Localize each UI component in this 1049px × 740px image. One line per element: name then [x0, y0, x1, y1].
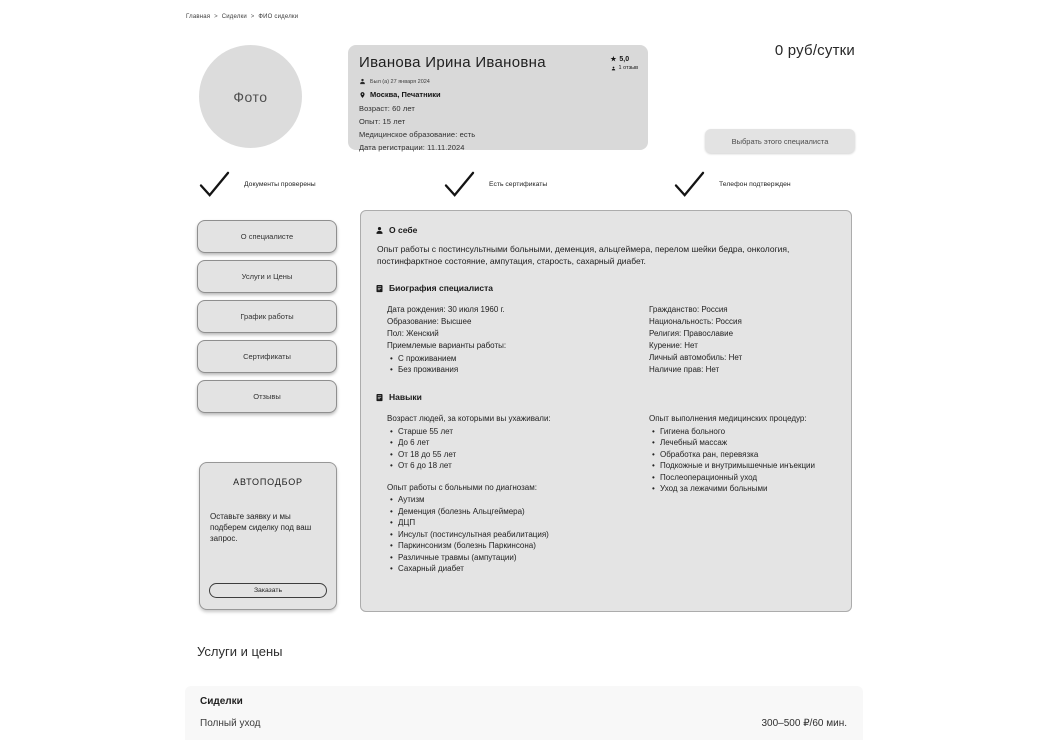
skills-procedures-label: Опыт выполнения медицинских процедур: [649, 414, 807, 423]
rating-value: 5,0 [619, 55, 630, 63]
reviews-count: 1 отзыв [618, 65, 638, 71]
location-pin-icon [359, 91, 366, 99]
nav-about-specialist[interactable]: О специалисте [197, 220, 337, 253]
about-section-header [375, 225, 837, 235]
list-item: • Паркинсонизм (болезнь Паркинсона) [387, 540, 577, 552]
skills-title: Навыки [389, 392, 422, 402]
about-panel [360, 210, 852, 612]
auto-match-card [199, 462, 337, 610]
skills-columns [375, 413, 837, 575]
last-seen-row [359, 78, 637, 85]
list-item: • Аутизм [387, 494, 577, 506]
nav-certificates[interactable]: Сертификаты [197, 340, 337, 373]
breadcrumb-home[interactable]: Главная [186, 14, 211, 20]
breadcrumb-caregivers[interactable]: Сиделки [221, 14, 247, 20]
list-item: • Различные травмы (ампутации) [387, 552, 577, 564]
auto-match-title: АВТОПОДБОР [233, 477, 303, 487]
list-item: • Деменция (болезнь Альцгеймера) [387, 506, 577, 518]
list-item: • Сахарный диабет [387, 563, 577, 575]
service-row [200, 718, 847, 729]
checkmark-icon [443, 170, 476, 199]
bio-work-options-label: Приемлемые варианты работы: [387, 341, 507, 350]
profile-header-card [348, 45, 648, 150]
biography-columns [375, 304, 837, 376]
list-item: • Старше 55 лет [387, 426, 577, 438]
badge-documents-verified [198, 168, 316, 200]
nav-reviews[interactable]: Отзывы [197, 380, 337, 413]
select-specialist-button[interactable]: Выбрать этого специалиста [705, 129, 855, 153]
biography-right-column [649, 304, 837, 376]
photo-label: Фото [233, 88, 268, 105]
breadcrumb-current: ФИО сиделки [258, 14, 299, 20]
services-heading: Услуги и цены [197, 644, 283, 659]
location-row [359, 90, 637, 99]
rating-block [611, 55, 638, 71]
list-item: • С проживанием [387, 353, 577, 365]
bio-religion: Религия: Православие [649, 329, 734, 338]
document-icon [375, 284, 384, 293]
skills-right-column [649, 413, 837, 575]
last-seen-text: Был (а) 27 января 2024 [370, 78, 430, 85]
person-icon [359, 78, 366, 85]
list-item: • Без проживания [387, 364, 577, 376]
nav-services-prices[interactable]: Услуги и Цены [197, 260, 337, 293]
services-category: Сиделки [200, 696, 243, 707]
badge-label: Документы проверены [244, 180, 316, 188]
auto-match-text: Оставьте заявку и мы подберем сиделку под ваш запрос. [210, 512, 312, 543]
breadcrumb-separator: > [250, 14, 255, 20]
skills-ages-list [387, 426, 597, 472]
registration-date-row: Дата регистрации: 11.11.2024 [359, 143, 465, 152]
list-item: • Послеоперационный уход [649, 472, 837, 484]
list-item: • Гигиена больного [649, 426, 837, 438]
skills-ages-label: Возраст людей, за которыми вы ухаживали: [387, 414, 551, 423]
bio-citizenship: Гражданство: Россия [649, 305, 728, 314]
bio-smoking: Курение: Нет [649, 341, 698, 350]
skills-diagnoses-label: Опыт работы с больными по диагнозам: [387, 482, 537, 492]
nav-work-schedule[interactable]: График работы [197, 300, 337, 333]
checkmark-icon [198, 170, 231, 199]
badge-phone-confirmed [673, 168, 791, 200]
about-title: О себе [389, 225, 418, 235]
star-icon: ★ [610, 56, 617, 63]
rating-row [611, 55, 638, 63]
badge-label: Есть сертификаты [489, 180, 548, 188]
bio-gender: Пол: Женский [387, 329, 439, 338]
service-name: Полный уход [200, 718, 261, 729]
skills-diagnoses-list [387, 494, 597, 575]
person-icon [611, 66, 616, 71]
list-item: • Уход за лежачими больными [649, 483, 837, 495]
bio-license: Наличие прав: Нет [649, 365, 720, 374]
biography-title: Биография специалиста [389, 283, 493, 293]
location-text: Москва, Печатники [370, 90, 441, 99]
breadcrumb [186, 14, 298, 20]
biography-section-header [375, 283, 837, 293]
skills-procedures-list [649, 426, 837, 495]
profile-name: Иванова Ирина Ивановна [359, 54, 546, 71]
profile-photo-placeholder [199, 45, 302, 148]
person-icon [375, 226, 384, 235]
medical-education-row: Медицинское образование: есть [359, 130, 476, 139]
bio-car: Личный автомобиль: Нет [649, 353, 743, 362]
badge-label: Телефон подтвержден [719, 180, 791, 188]
service-price: 300–500 ₽/60 мин. [761, 718, 847, 729]
list-item: • Инсульт (постинсультная реабилитация) [387, 529, 577, 541]
bio-birthdate: Дата рождения: 30 июля 1960 г. [387, 305, 505, 314]
list-item: • От 18 до 55 лет [387, 449, 577, 461]
checkmark-icon [673, 170, 706, 199]
list-item: • Обработка ран, перевязка [649, 449, 837, 461]
document-icon [375, 393, 384, 402]
bio-work-options-list [387, 353, 649, 376]
experience-row: Опыт: 15 лет [359, 117, 406, 126]
list-item: • До 6 лет [387, 437, 577, 449]
order-button[interactable]: Заказать [209, 583, 327, 598]
biography-left-column [387, 304, 649, 376]
about-text: Опыт работы с постинсультными больными, деменция, альцгеймера, перелом шейки бедра, онкология, постинфарктное состояние, ампутация, старость, сахарный диабет. [377, 244, 790, 266]
services-card [185, 686, 863, 740]
reviews-link[interactable] [611, 65, 638, 71]
skills-left-column [387, 413, 597, 575]
badge-has-certificates [443, 168, 547, 200]
sidebar-nav [197, 220, 337, 420]
bio-education: Образование: Высшее [387, 317, 472, 326]
price-per-day: 0 руб/сутки [774, 42, 855, 59]
breadcrumb-separator: > [214, 14, 218, 20]
list-item: • Лечебный массаж [649, 437, 837, 449]
skills-section-header [375, 392, 837, 402]
list-item: • ДЦП [387, 517, 577, 529]
list-item: • От 6 до 18 лет [387, 460, 577, 472]
bio-nationality: Национальность: Россия [649, 317, 742, 326]
age-row: Возраст: 60 лет [359, 104, 415, 113]
list-item: • Подкожные и внутримышечные инъекции [649, 460, 837, 472]
